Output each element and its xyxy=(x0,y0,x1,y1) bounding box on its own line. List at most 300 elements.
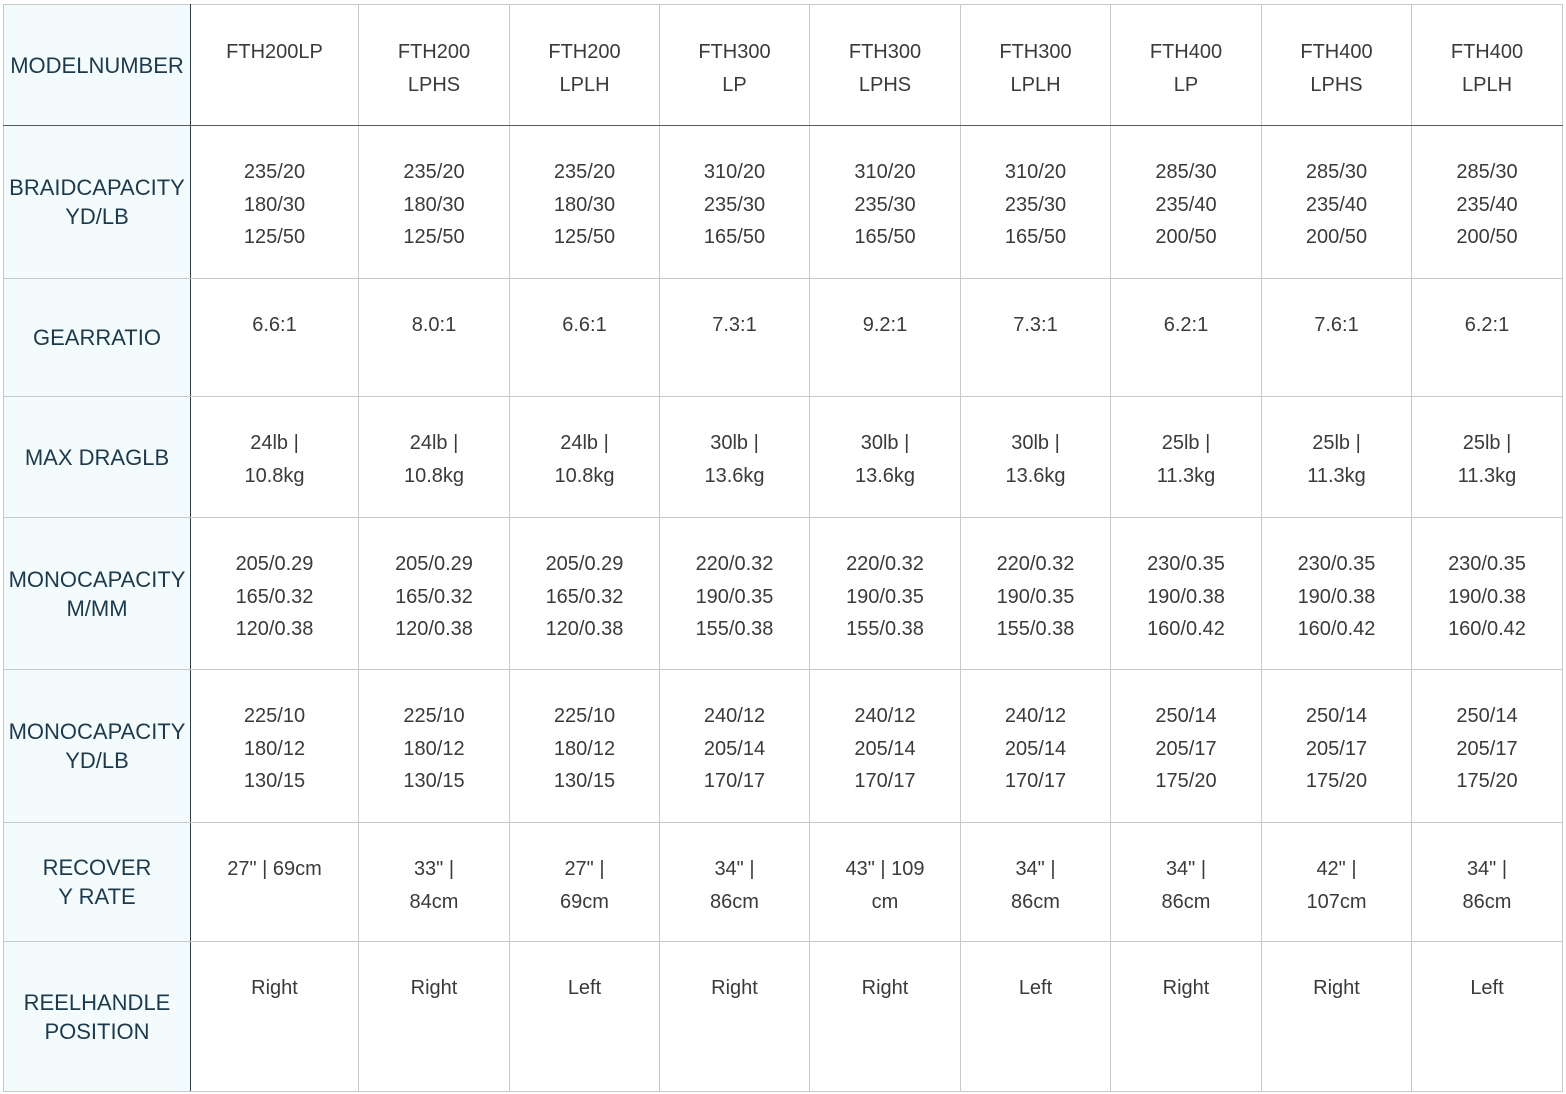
row-header-label xyxy=(4,717,190,775)
row-header-line: POSITION xyxy=(44,1018,150,1044)
cell-line: 225/10 xyxy=(403,705,465,727)
cell-line: 24lb | xyxy=(409,432,459,454)
cell-value xyxy=(359,156,509,254)
cell-line: 165/50 xyxy=(703,226,766,248)
row-header-line: RECOVER xyxy=(42,855,152,880)
cell-line: 11.3kg xyxy=(1156,464,1216,487)
cell-value xyxy=(810,548,960,646)
cell-handle-position-8 xyxy=(1262,942,1412,1092)
cell-line: 165/0.32 xyxy=(545,585,624,608)
cell-line: 120/0.38 xyxy=(395,618,473,640)
cell-line: 180/12 xyxy=(403,737,465,760)
cell-line: 130/15 xyxy=(243,770,306,792)
cell-value xyxy=(510,427,659,492)
cell-value xyxy=(961,156,1110,254)
cell-model-4 xyxy=(660,5,810,126)
cell-line: 42" | xyxy=(1316,858,1357,880)
row-max-drag xyxy=(4,397,1563,518)
cell-max-drag-3 xyxy=(510,397,660,518)
cell-handle-position-3 xyxy=(510,942,660,1092)
cell-line: 107cm xyxy=(1306,890,1367,913)
cell-line: 310/20 xyxy=(854,161,916,183)
row-header-line: LB xyxy=(142,444,170,470)
cell-line: 230/0.35 xyxy=(1147,553,1225,575)
cell-line: Left xyxy=(567,977,602,999)
cell-value xyxy=(191,309,358,342)
cell-line: 10.8kg xyxy=(403,464,465,487)
cell-line: 6.2:1 xyxy=(1163,314,1209,336)
row-header-max-drag xyxy=(4,397,191,518)
cell-line: 125/50 xyxy=(403,226,465,248)
cell-line: LPHS xyxy=(407,73,461,96)
cell-line: Right xyxy=(1162,977,1210,999)
cell-gear-ratio-6 xyxy=(961,279,1111,397)
cell-line: 165/0.32 xyxy=(235,585,314,608)
cell-line: 200/50 xyxy=(1305,226,1368,248)
cell-recovery-rate-5 xyxy=(810,823,961,942)
cell-recovery-rate-4 xyxy=(660,823,810,942)
cell-recovery-rate-8 xyxy=(1262,823,1412,942)
cell-value xyxy=(1262,972,1411,1005)
cell-line: 205/17 xyxy=(1305,737,1368,760)
cell-braid-capacity-4 xyxy=(660,126,810,279)
cell-line: 200/50 xyxy=(1155,226,1217,248)
cell-line: 7.3:1 xyxy=(1013,314,1058,336)
cell-model-3 xyxy=(510,5,660,126)
cell-line: 180/30 xyxy=(553,193,616,216)
row-header-label xyxy=(4,988,190,1046)
cell-recovery-rate-1 xyxy=(191,823,359,942)
cell-line: 160/0.42 xyxy=(1448,618,1526,640)
cell-line: 84cm xyxy=(409,890,459,913)
cell-recovery-rate-9 xyxy=(1412,823,1563,942)
cell-line: 170/17 xyxy=(1004,770,1067,792)
cell-line: 180/12 xyxy=(553,737,616,760)
cell-braid-capacity-5 xyxy=(810,126,961,279)
cell-line: Right xyxy=(1313,977,1360,999)
cell-value xyxy=(810,972,960,1005)
cell-line: 25lb | xyxy=(1312,432,1361,454)
cell-value xyxy=(1262,427,1411,492)
row-header-line: GEAR xyxy=(33,325,96,350)
cell-line: 220/0.32 xyxy=(996,553,1075,575)
cell-value xyxy=(359,972,509,1005)
cell-value xyxy=(510,156,659,254)
cell-line: 165/0.32 xyxy=(395,585,473,608)
cell-value xyxy=(961,972,1110,1005)
cell-line: 25lb | xyxy=(1161,432,1211,454)
row-handle-position xyxy=(4,942,1563,1092)
cell-mono-capacity-mm-7 xyxy=(1111,518,1262,670)
cell-line: FTH200 xyxy=(548,41,621,63)
cell-line: 11.3kg xyxy=(1307,464,1366,487)
cell-line: 11.3kg xyxy=(1457,464,1517,487)
cell-value xyxy=(359,427,509,492)
cell-value xyxy=(961,700,1110,798)
cell-line: 24lb | xyxy=(250,432,299,454)
cell-line: 30lb | xyxy=(1011,432,1060,454)
cell-line: 86cm xyxy=(1462,890,1512,913)
cell-value xyxy=(1412,853,1562,918)
cell-value xyxy=(191,700,358,798)
cell-value xyxy=(1111,548,1261,646)
cell-line: 125/50 xyxy=(243,226,306,248)
cell-line: 165/50 xyxy=(854,226,916,248)
cell-handle-position-5 xyxy=(810,942,961,1092)
cell-mono-capacity-yd-7 xyxy=(1111,670,1262,823)
cell-line: 160/0.42 xyxy=(1147,618,1225,640)
cell-line: 235/30 xyxy=(703,193,766,216)
cell-value xyxy=(1111,972,1261,1005)
cell-line: 86cm xyxy=(1011,890,1060,913)
row-header-label xyxy=(4,323,190,352)
cell-mono-capacity-mm-6 xyxy=(961,518,1111,670)
cell-line: 175/20 xyxy=(1456,770,1518,792)
spec-table-body xyxy=(4,5,1563,1092)
row-header-line: Y RATE xyxy=(58,884,136,909)
cell-model-9 xyxy=(1412,5,1563,126)
cell-line: 285/30 xyxy=(1155,161,1217,183)
cell-line: LPLH xyxy=(1010,73,1061,96)
cell-line: FTH400 xyxy=(1149,41,1223,63)
cell-line: 33" | xyxy=(413,858,455,880)
row-mono-capacity-yd xyxy=(4,670,1563,823)
cell-line: 160/0.42 xyxy=(1297,618,1376,640)
cell-line: 130/15 xyxy=(553,770,616,792)
cell-value xyxy=(810,427,960,492)
cell-line: 205/17 xyxy=(1456,737,1518,760)
cell-line: 310/20 xyxy=(703,161,766,183)
cell-value xyxy=(1412,309,1562,342)
cell-value xyxy=(359,309,509,342)
cell-line: 125/50 xyxy=(553,226,616,248)
cell-value xyxy=(1111,427,1261,492)
row-recovery-rate xyxy=(4,823,1563,942)
cell-line: 43" | 109 xyxy=(845,858,925,880)
cell-gear-ratio-3 xyxy=(510,279,660,397)
cell-recovery-rate-6 xyxy=(961,823,1111,942)
cell-mono-capacity-mm-1 xyxy=(191,518,359,670)
cell-line: 27" | 69cm xyxy=(227,858,322,880)
cell-value xyxy=(359,853,509,918)
row-header-line: CAPACITY xyxy=(77,719,186,744)
cell-value xyxy=(660,309,809,342)
row-header-line: REEL xyxy=(23,989,82,1015)
cell-line: 13.6kg xyxy=(704,464,765,487)
cell-line: FTH300 xyxy=(848,41,922,63)
cell-line: 34" | xyxy=(1165,858,1207,880)
cell-mono-capacity-yd-1 xyxy=(191,670,359,823)
cell-line: 180/30 xyxy=(243,193,306,216)
cell-line: 310/20 xyxy=(1004,161,1067,183)
cell-max-drag-5 xyxy=(810,397,961,518)
row-header-line: YD/LB xyxy=(65,204,129,229)
cell-line: LPLH xyxy=(559,73,610,96)
cell-gear-ratio-4 xyxy=(660,279,810,397)
row-header-line: M/MM xyxy=(66,595,128,621)
cell-value xyxy=(510,36,659,101)
cell-value xyxy=(1412,972,1562,1005)
cell-line: 225/10 xyxy=(243,705,306,727)
cell-value xyxy=(660,427,809,492)
row-mono-capacity-mm xyxy=(4,518,1563,670)
cell-mono-capacity-mm-8 xyxy=(1262,518,1412,670)
cell-line: 205/14 xyxy=(854,737,916,760)
cell-value xyxy=(510,309,659,342)
cell-line: 6.2:1 xyxy=(1464,314,1510,336)
cell-gear-ratio-5 xyxy=(810,279,961,397)
row-header-label xyxy=(4,51,190,80)
cell-line: LPHS xyxy=(1310,73,1363,96)
cell-line: FTH200LP xyxy=(226,41,323,63)
cell-line: 205/0.29 xyxy=(395,553,473,575)
cell-line: 205/0.29 xyxy=(545,553,624,575)
cell-braid-capacity-2 xyxy=(359,126,510,279)
cell-value xyxy=(359,548,509,646)
cell-max-drag-7 xyxy=(1111,397,1262,518)
row-header-recovery-rate xyxy=(4,823,191,942)
cell-line: 34" | xyxy=(1466,858,1508,880)
cell-line: Left xyxy=(1018,977,1053,999)
cell-line: FTH400 xyxy=(1300,41,1373,63)
cell-line: cm xyxy=(871,890,899,913)
cell-model-6 xyxy=(961,5,1111,126)
row-header-label xyxy=(4,173,190,231)
cell-line: 220/0.32 xyxy=(695,553,774,575)
cell-value xyxy=(1111,309,1261,342)
row-header-line: CAPACITY xyxy=(77,566,186,592)
cell-line: 7.6:1 xyxy=(1314,314,1359,336)
cell-line: 285/30 xyxy=(1456,161,1518,183)
cell-line: 205/14 xyxy=(1004,737,1067,760)
cell-line: 190/0.38 xyxy=(1147,585,1225,608)
cell-value xyxy=(1412,427,1562,492)
cell-mono-capacity-yd-8 xyxy=(1262,670,1412,823)
cell-line: 10.8kg xyxy=(554,464,615,487)
cell-value xyxy=(961,853,1110,918)
cell-recovery-rate-2 xyxy=(359,823,510,942)
row-model xyxy=(4,5,1563,126)
cell-line: 240/12 xyxy=(1004,705,1067,727)
row-header-braid-capacity xyxy=(4,126,191,279)
row-header-line: NUMBER xyxy=(88,52,184,78)
cell-recovery-rate-7 xyxy=(1111,823,1262,942)
cell-line: 34" | xyxy=(714,858,755,880)
row-header-line: MONO xyxy=(8,719,78,744)
cell-line: 9.2:1 xyxy=(862,314,908,336)
cell-mono-capacity-yd-4 xyxy=(660,670,810,823)
row-header-line: MONO xyxy=(8,566,78,592)
cell-line: 235/30 xyxy=(1004,193,1067,216)
row-header-handle-position xyxy=(4,942,191,1092)
cell-value xyxy=(191,548,358,646)
cell-value xyxy=(1412,156,1562,254)
cell-line: FTH300 xyxy=(999,41,1072,63)
cell-value xyxy=(510,700,659,798)
cell-line: 13.6kg xyxy=(1005,464,1066,487)
row-header-line: RATIO xyxy=(95,325,161,350)
cell-line: 230/0.35 xyxy=(1297,553,1376,575)
cell-value xyxy=(1262,309,1411,342)
row-braid-capacity xyxy=(4,126,1563,279)
cell-line: 205/14 xyxy=(703,737,766,760)
cell-max-drag-2 xyxy=(359,397,510,518)
cell-line: 25lb | xyxy=(1462,432,1512,454)
cell-model-7 xyxy=(1111,5,1262,126)
cell-line: 230/0.35 xyxy=(1448,553,1526,575)
cell-line: 225/10 xyxy=(553,705,616,727)
cell-mono-capacity-yd-6 xyxy=(961,670,1111,823)
cell-value xyxy=(810,309,960,342)
cell-line: 205/17 xyxy=(1155,737,1217,760)
cell-max-drag-1 xyxy=(191,397,359,518)
cell-value xyxy=(1262,853,1411,918)
cell-line: FTH300 xyxy=(698,41,771,63)
cell-value xyxy=(810,853,960,918)
cell-line: 240/12 xyxy=(703,705,766,727)
row-header-label xyxy=(4,565,190,623)
cell-line: 8.0:1 xyxy=(411,314,457,336)
cell-recovery-rate-3 xyxy=(510,823,660,942)
cell-line: 235/20 xyxy=(403,161,465,183)
cell-line: 285/30 xyxy=(1305,161,1368,183)
cell-braid-capacity-6 xyxy=(961,126,1111,279)
row-header-line: BRAID xyxy=(9,175,77,200)
cell-max-drag-9 xyxy=(1412,397,1563,518)
cell-value xyxy=(191,36,358,69)
cell-line: 130/15 xyxy=(403,770,465,792)
cell-line: 190/0.35 xyxy=(996,585,1075,608)
cell-value xyxy=(660,36,809,101)
cell-line: 155/0.38 xyxy=(695,618,774,640)
cell-line: Left xyxy=(1470,977,1504,999)
cell-line: 120/0.38 xyxy=(235,618,314,640)
cell-line: 6.6:1 xyxy=(252,314,297,336)
cell-value xyxy=(810,156,960,254)
row-header-model xyxy=(4,5,191,126)
cell-line: 34" | xyxy=(1015,858,1056,880)
row-header-line: HANDLE xyxy=(81,989,171,1015)
cell-handle-position-9 xyxy=(1412,942,1563,1092)
cell-line: Right xyxy=(711,977,758,999)
cell-model-2 xyxy=(359,5,510,126)
cell-max-drag-6 xyxy=(961,397,1111,518)
cell-value xyxy=(359,700,509,798)
cell-line: 165/50 xyxy=(1004,226,1067,248)
cell-line: 7.3:1 xyxy=(712,314,757,336)
cell-value xyxy=(1262,156,1411,254)
cell-line: 240/12 xyxy=(854,705,916,727)
cell-value xyxy=(1111,700,1261,798)
cell-mono-capacity-mm-3 xyxy=(510,518,660,670)
row-header-mono-capacity-yd xyxy=(4,670,191,823)
cell-line: 235/30 xyxy=(854,193,916,216)
cell-value xyxy=(191,972,358,1005)
cell-line: 235/20 xyxy=(553,161,616,183)
row-header-line: YD/LB xyxy=(65,748,129,773)
cell-gear-ratio-8 xyxy=(1262,279,1412,397)
cell-value xyxy=(660,156,809,254)
cell-value xyxy=(810,36,960,101)
cell-line: LP xyxy=(1173,73,1199,96)
cell-value xyxy=(359,36,509,101)
cell-value xyxy=(961,309,1110,342)
cell-braid-capacity-7 xyxy=(1111,126,1262,279)
cell-handle-position-4 xyxy=(660,942,810,1092)
cell-value xyxy=(1111,853,1261,918)
cell-line: FTH200 xyxy=(397,41,471,63)
cell-line: 175/20 xyxy=(1155,770,1217,792)
cell-value xyxy=(1412,548,1562,646)
cell-line: 155/0.38 xyxy=(846,618,924,640)
cell-line: 180/30 xyxy=(403,193,465,216)
cell-value xyxy=(660,853,809,918)
cell-value xyxy=(1412,36,1562,101)
cell-line: 190/0.38 xyxy=(1297,585,1376,608)
cell-max-drag-4 xyxy=(660,397,810,518)
cell-line: 190/0.38 xyxy=(1448,585,1526,608)
cell-mono-capacity-yd-9 xyxy=(1412,670,1563,823)
cell-handle-position-1 xyxy=(191,942,359,1092)
cell-line: Right xyxy=(861,977,909,999)
cell-line: FTH400 xyxy=(1450,41,1524,63)
cell-value xyxy=(191,156,358,254)
cell-line: 69cm xyxy=(560,890,609,913)
cell-value xyxy=(191,853,358,886)
cell-line: 30lb | xyxy=(710,432,759,454)
row-header-label xyxy=(4,853,190,911)
cell-line: 205/0.29 xyxy=(235,553,314,575)
cell-line: 86cm xyxy=(1161,890,1211,913)
cell-braid-capacity-9 xyxy=(1412,126,1563,279)
cell-value xyxy=(660,700,809,798)
cell-line: 200/50 xyxy=(1456,226,1518,248)
cell-line: Right xyxy=(410,977,458,999)
cell-line: LPLH xyxy=(1461,73,1513,96)
row-header-label xyxy=(4,443,190,472)
cell-value xyxy=(510,853,659,918)
row-header-mono-capacity-mm xyxy=(4,518,191,670)
cell-value xyxy=(510,548,659,646)
cell-value xyxy=(961,427,1110,492)
cell-value xyxy=(1111,36,1261,101)
cell-gear-ratio-1 xyxy=(191,279,359,397)
cell-value xyxy=(810,700,960,798)
cell-handle-position-7 xyxy=(1111,942,1262,1092)
cell-mono-capacity-mm-9 xyxy=(1412,518,1563,670)
cell-value xyxy=(660,548,809,646)
row-header-line: MODEL xyxy=(10,52,89,78)
cell-model-1 xyxy=(191,5,359,126)
cell-value xyxy=(1262,36,1411,101)
cell-line: 13.6kg xyxy=(854,464,916,487)
cell-mono-capacity-mm-5 xyxy=(810,518,961,670)
cell-model-5 xyxy=(810,5,961,126)
cell-line: 235/40 xyxy=(1305,193,1368,216)
cell-model-8 xyxy=(1262,5,1412,126)
cell-line: 190/0.35 xyxy=(695,585,774,608)
cell-line: 86cm xyxy=(710,890,759,913)
cell-gear-ratio-7 xyxy=(1111,279,1262,397)
cell-braid-capacity-3 xyxy=(510,126,660,279)
cell-line: 250/14 xyxy=(1456,705,1518,727)
cell-line: 155/0.38 xyxy=(996,618,1075,640)
cell-value xyxy=(1111,156,1261,254)
cell-handle-position-6 xyxy=(961,942,1111,1092)
cell-value xyxy=(961,548,1110,646)
cell-value xyxy=(510,972,659,1005)
cell-line: 6.6:1 xyxy=(562,314,607,336)
